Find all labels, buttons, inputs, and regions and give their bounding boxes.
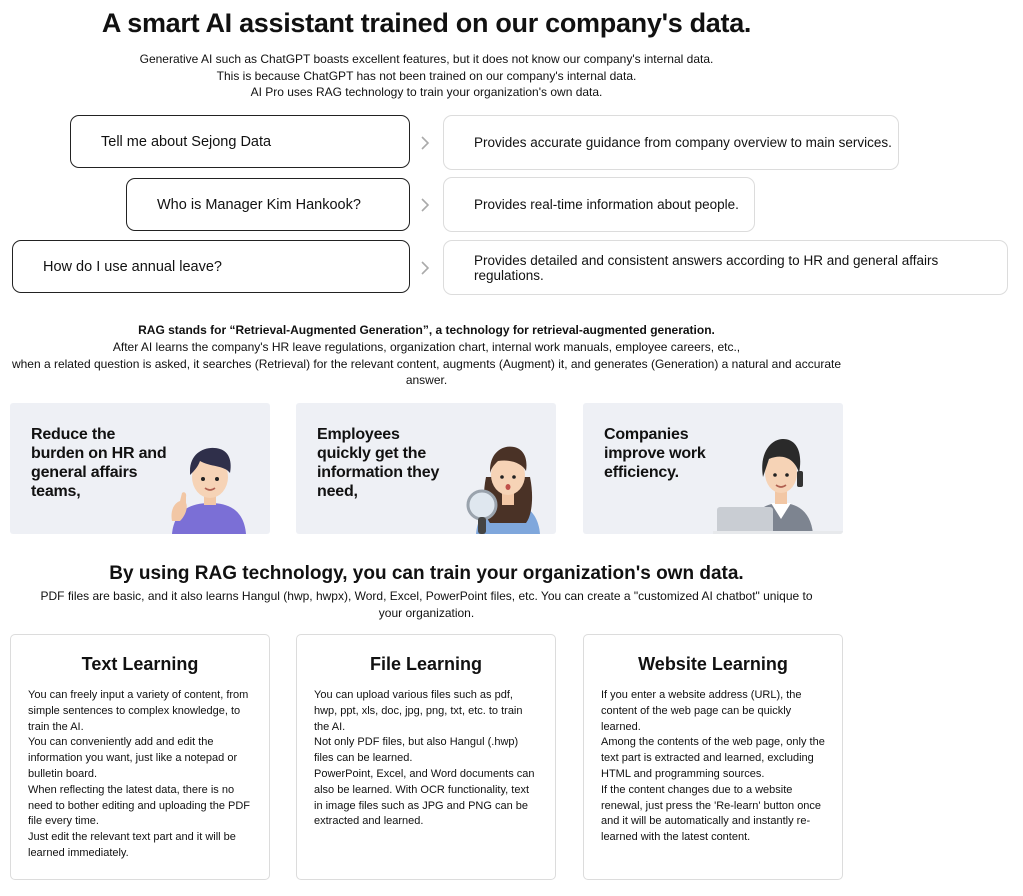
rag-line-2: After AI learns the company's HR leave regulations, organization chart, internal work manuals, employee careers, etc., bbox=[112, 340, 741, 354]
question-box-3 bbox=[12, 240, 410, 293]
question-text: How do I use annual leave? bbox=[43, 258, 222, 275]
learning-title: By using RAG technology, you can train your organization's own data. bbox=[109, 563, 744, 584]
learning-subtitle: PDF files are basic, and it also learns Hangul (hwp, hwpx), Word, Excel, PowerPoint files, etc. You can create a "customized AI chatbot" unique to your organization. bbox=[40, 589, 813, 620]
benefit-card-1 bbox=[10, 403, 270, 534]
card-body: If you enter a website address (URL), the content of the web page can be quickly learned. Among the contents of the web page, only the text part is extracted and learned, excluding HTML and programming sources. If the content changes due to a website renewal, just press the 'Re-learn' button once and it will be automatically and instantly re-learned with the latest content. bbox=[601, 689, 825, 844]
chevron-right-icon bbox=[419, 260, 433, 276]
question-text: Who is Manager Kim Hankook? bbox=[157, 196, 361, 213]
page-title: A smart AI assistant trained on our company's data. bbox=[101, 8, 752, 38]
rag-heading: RAG stands for “Retrieval-Augmented Generation”, a technology for retrieval-augmented generation. bbox=[138, 323, 715, 337]
text-learning-card bbox=[10, 634, 270, 880]
benefit-text: Reduce the burden on HR and general affairs teams, bbox=[31, 426, 167, 500]
intro-line-1: Generative AI such as ChatGPT boasts excellent features, but it does not know our company's internal data. bbox=[139, 52, 714, 66]
card-title: Website Learning bbox=[638, 654, 788, 674]
intro-line-3: AI Pro uses RAG technology to train your organization's own data. bbox=[250, 85, 603, 99]
benefit-text: Companies improve work efficiency. bbox=[604, 426, 706, 481]
chevron-right-icon bbox=[419, 135, 433, 151]
benefit-card-2 bbox=[296, 403, 556, 534]
chevron-right-icon bbox=[419, 197, 433, 213]
woman-phone-laptop-icon bbox=[713, 433, 843, 534]
man-thumbs-up-icon bbox=[160, 441, 260, 534]
intro-line-2: This is because ChatGPT has not been trained on our company's internal data. bbox=[216, 69, 637, 83]
answer-box-1 bbox=[443, 115, 899, 170]
question-text: Tell me about Sejong Data bbox=[101, 133, 272, 150]
answer-text: Provides real-time information about people. bbox=[474, 197, 739, 212]
benefit-card-3 bbox=[583, 403, 843, 534]
benefit-text: Employees quickly get the information they need, bbox=[317, 426, 440, 500]
card-body: You can upload various files such as pdf, hwp, ppt, xls, doc, jpg, png, txt, etc. to train the AI. Not only PDF files, but also Hangul (.hwp) files can be learned. PowerPoint, Excel, and Word documents can also be learned. With OCR functionality, text in image files such as JPG and PNG can be extracted and learned. bbox=[314, 689, 535, 828]
rag-line-3: when a related question is asked, it searches (Retrieval) for the relevant content, augments (Augment) it, and generates (Generation) a natural and accurate bbox=[11, 357, 842, 371]
question-box-1 bbox=[70, 115, 410, 168]
answer-box-2 bbox=[443, 177, 755, 232]
woman-magnifier-icon bbox=[456, 437, 556, 534]
answer-text: Provides detailed and consistent answers according to HR and general affairs regulations. bbox=[474, 252, 939, 283]
question-box-2 bbox=[126, 178, 410, 231]
file-learning-card bbox=[296, 634, 556, 880]
answer-box-3 bbox=[443, 240, 1008, 295]
rag-line-4: answer. bbox=[405, 373, 448, 387]
card-title: File Learning bbox=[369, 654, 483, 674]
answer-text: Provides accurate guidance from company overview to main services. bbox=[474, 135, 892, 150]
card-body: You can freely input a variety of content, from simple sentences to complex knowledge, to train the AI. You can conveniently add and edit the information you want, just like a notepad or bulletin board. When reflecting the latest data, there is no need to bother editing and uploading the PDF file every time. Just edit the relevant text part and it will be learned immediately. bbox=[28, 689, 250, 859]
website-learning-card bbox=[583, 634, 843, 880]
card-title: Text Learning bbox=[81, 654, 199, 674]
